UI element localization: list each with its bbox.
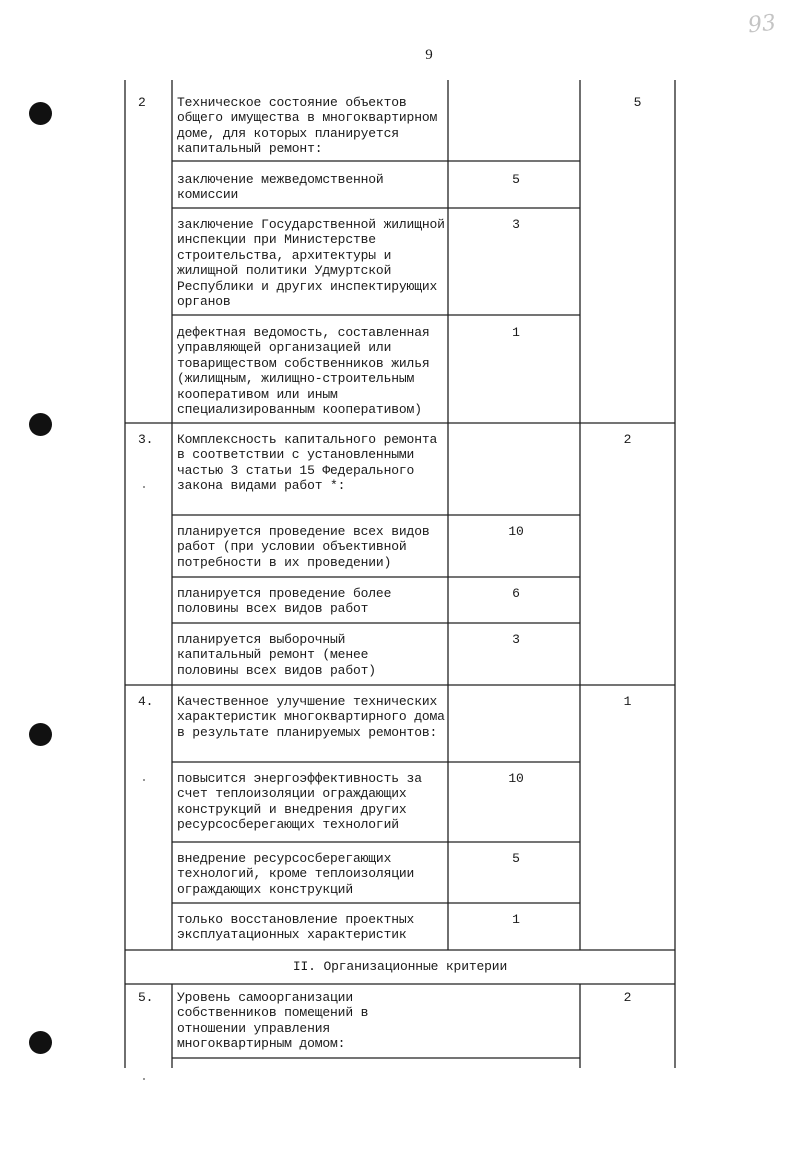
criterion-number: 4. xyxy=(138,694,154,709)
sub-criterion-points: 5 xyxy=(512,851,520,866)
criterion-number: 2 xyxy=(138,95,146,110)
criterion-number: 5. xyxy=(138,990,154,1005)
sub-criterion-points: 5 xyxy=(512,172,520,187)
criterion-title: Техническое состояние объектов общего имущества в многоквартирном доме, для которых планируется капитальный ремонт: xyxy=(177,95,438,157)
criterion-weight: 5 xyxy=(633,95,642,110)
sub-criterion-points: 3 xyxy=(512,217,520,232)
criterion-weight: 2 xyxy=(623,990,632,1005)
sub-criterion-points: 1 xyxy=(512,325,520,340)
page-number: 9 xyxy=(425,47,433,63)
sub-criterion-points: 3 xyxy=(512,632,520,647)
sub-criterion-text: заключение Государственной жилищной инспекции при Министерстве строительства, архитектуры и жилищной политики Удмуртской Республики и других инспектирующих органов xyxy=(177,217,445,310)
section-title: II. Организационные критерии xyxy=(292,959,508,974)
criterion-weight: 2 xyxy=(623,432,632,447)
sub-criterion-text: внедрение ресурсосберегающих технологий, кроме теплоизоляции ограждающих конструкций xyxy=(177,851,415,897)
page-corner-mark: 93 xyxy=(746,10,778,39)
sub-criterion-text: дефектная ведомость, составленная управляющей организацией или товариществом собственников жилья (жилищным, жилищно-строительным кооперативом или иным специализированным кооперативом) xyxy=(177,325,430,418)
sub-criterion-points: 10 xyxy=(508,771,524,786)
sub-criterion-text: заключение межведомственной комиссии xyxy=(177,172,384,203)
criterion-number: 3. xyxy=(138,432,154,447)
criterion-weight: 1 xyxy=(623,694,632,709)
sub-criterion-text: планируется проведение более половины всех видов работ xyxy=(177,586,392,617)
criterion-title: Качественное улучшение технических характеристик многоквартирного дома в результате планируемых ремонтов: xyxy=(177,694,445,740)
sub-criterion-text: только восстановление проектных эксплуатационных характеристик xyxy=(177,912,415,943)
criterion-title: Комплексность капитального ремонта в соответствии с установленными частью 3 статьи 15 Федерального закона видами работ *: xyxy=(177,432,438,494)
sub-criterion-points: 10 xyxy=(508,524,524,539)
criterion-title: Уровень самоорганизации собственников помещений в отношении управления многоквартирным домом: xyxy=(177,990,369,1052)
sub-criterion-points: 1 xyxy=(512,912,520,927)
sub-criterion-points: 6 xyxy=(512,586,520,601)
sub-criterion-text: повысится энергоэффективность за счет теплоизоляции ограждающих конструкций и внедрения других ресурсосберегающих технологий xyxy=(177,771,422,833)
sub-criterion-text: планируется проведение всех видов работ (при условии объективной потребности в их проведении) xyxy=(177,524,430,570)
sub-criterion-text: планируется выборочный капитальный ремонт (менее половины всех видов работ) xyxy=(177,632,376,678)
